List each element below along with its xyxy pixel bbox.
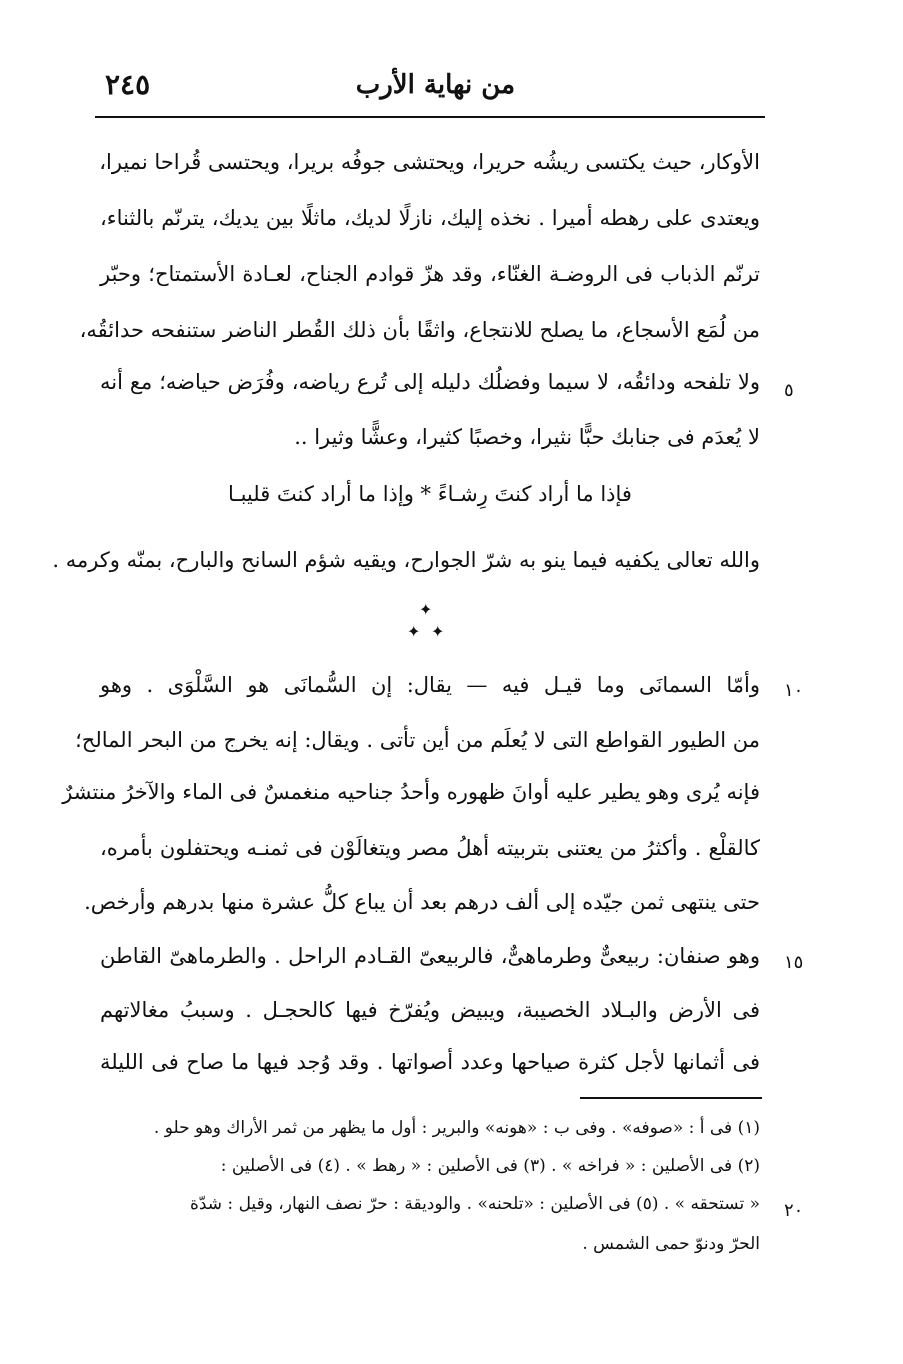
text-line: فى الأرض والبـلاد الخصيبة، ويبيض ويُفرّخ فيها كالحجـل . وسببُ مغالاتهم bbox=[100, 998, 760, 1022]
verse-line: فإذا ما أراد كنتَ رِشـاءً * وإذا ما أراد كنتَ قليبـا bbox=[228, 482, 632, 506]
text-line: حتى ينتهى ثمن جيّده إلى ألف درهم بعد أن يباع كلُّ عشرة منها بدرهم وأرخص. bbox=[84, 890, 760, 914]
text-line: كالقلْع . وأكثرُ من يعتنى بتربيته أهلُ مصر ويتغالَوْن فى ثمنـه ويحتفلون بأمره، bbox=[100, 836, 760, 860]
footnote-rule bbox=[580, 1097, 762, 1099]
header-rule bbox=[95, 116, 765, 118]
text-line: ولا تلفحه ودائقُه، لا سيما وفضلُك دليله إلى تُرع رياضه، وفُرَض حياضه؛ مع أنه bbox=[100, 370, 760, 394]
footnote-line: (٢) فى الأصلين : « فراخه » . (٣) فى الأصلين : « رهط » . (٤) فى الأصلين : bbox=[220, 1156, 760, 1176]
section-divider-ornament: ✦ ✦ ✦ bbox=[407, 600, 445, 641]
text-line: من لُمَع الأسجاع، ما يصلح للانتجاع، واثقًا بأن ذلك القُطر الناضر ستنفحه حدائقُه، bbox=[79, 318, 760, 342]
page-number: ٢٤٥ bbox=[105, 68, 151, 101]
text-line: والله تعالى يكفيه فيما ينو به شرّ الجوارح، ويقيه شؤم السانح والبارح، بمنّه وكرمه . bbox=[52, 548, 760, 572]
footnote-line: الحرّ ودنوّ حمى الشمس . bbox=[582, 1234, 760, 1254]
footnote-line: (١) فى أ : «صوفه» . وفى ب : «هونه» والبرير : أول ما يظهر من ثمر الأراك وهو حلو . bbox=[153, 1118, 760, 1138]
line-number: ٢٠ bbox=[784, 1200, 804, 1221]
text-line: وهو صنفان: ربيعىٌّ وطرماهىٌّ، فالربيعىّ القـادم الراحل . والطرماهىّ القاطن bbox=[100, 944, 760, 968]
line-number: ١٠ bbox=[784, 680, 804, 701]
text-line: لا يُعدَم فى جنابك حبًّا نثيرا، وخصبًا كثيرا، وعشًّا وثيرا .. bbox=[294, 425, 760, 449]
text-line: فى أثمانها لأجل كثرة صياحها وعدد أصواتها . وقد وُجد فيها ما صاح فى الليلة bbox=[100, 1050, 760, 1074]
running-header bbox=[95, 62, 765, 110]
running-title: من نهاية الأرب bbox=[355, 70, 515, 100]
line-number: ١٥ bbox=[784, 952, 804, 973]
text-line: ويعتدى على رهطه أميرا . نخذه إليك، نازلًا لديك، ماثلًا بين يديك، يترنّم بالثناء، bbox=[100, 206, 760, 230]
text-line: من الطيور القواطع التى لا يُعلَم من أين تأتى . ويقال: إنه يخرج من البحر المالح؛ bbox=[75, 728, 760, 752]
text-line: الأوكار، حيث يكتسى ريشُه حريرا، ويحتشى جوفُه بريرا، ويحتسى قُراحا نميرا، bbox=[99, 150, 760, 174]
line-number: ٥ bbox=[784, 380, 794, 401]
text-line: فإنه يُرى وهو يطير عليه أوانَ ظهوره وأحدُ جناحيه منغمسٌ فى الماء والآخرُ منتشرٌ bbox=[62, 780, 760, 804]
section-opening-line: وأمّا السمانَى وما قيـل فيه — يقال: إن السُّمانَى هو السَّلْوَى . وهو bbox=[100, 673, 760, 697]
footnote-line: « تستحقه » . (٥) فى الأصلين : «تلحنه» . والوديقة : حرّ نصف النهار، وقيل : شدّة bbox=[189, 1194, 760, 1214]
text-line: ترنّم الذباب فى الروضـة الغنّاء، وقد هزّ قوادم الجناح، لعـادة الأستمتاح؛ وحبّر bbox=[100, 262, 760, 286]
